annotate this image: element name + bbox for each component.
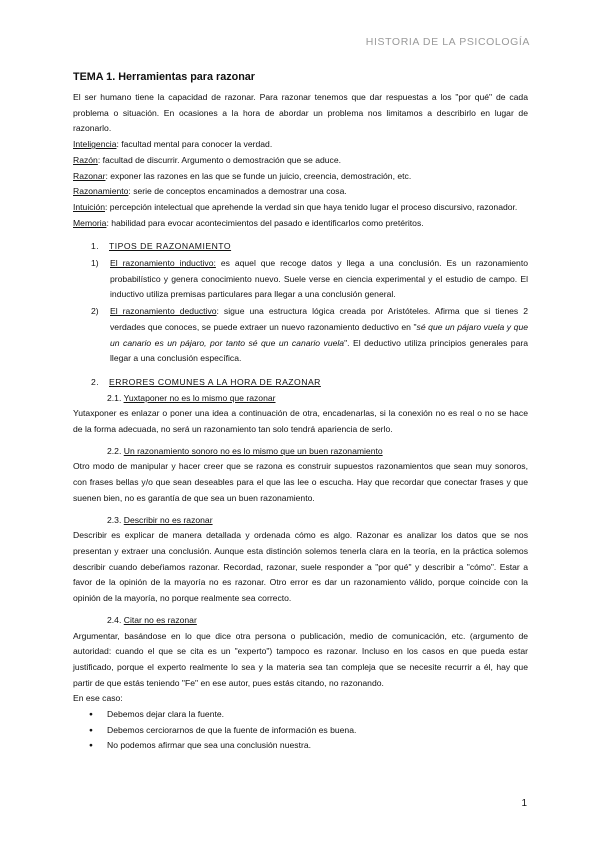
- definition-razonar: Razonar: exponer las razones en las que se funde un juicio, creencia, demostración, etc.: [73, 170, 412, 181]
- subsection-2-4-heading: 2.4. Citar no es razonar: [107, 614, 197, 625]
- list-item: ● No podemos afirmar que sea una conclusión nuestra.: [73, 738, 528, 754]
- section-1-heading: 1. TIPOS DE RAZONAMIENTO: [91, 241, 232, 252]
- list-item: ● Debemos cerciorarnos de que la fuente de información es buena.: [73, 723, 528, 739]
- definition-memoria: Memoria: habilidad para evocar acontecimientos del pasado e identificarlos como pretéritos.: [73, 217, 424, 228]
- page-number: 1: [521, 798, 527, 809]
- bullet-list: [73, 707, 528, 754]
- document-body: [73, 70, 528, 754]
- subsection-2-2-heading: 2.2. Un razonamiento sonoro no es lo mismo que un buen razonamiento: [107, 445, 383, 456]
- page-title: TEMA 1. Herramientas para razonar: [73, 71, 256, 83]
- subsection-2-4-text: Argumentar, basándose en lo que dice otra persona o publicación, medio de comunicación, etc. (argumento de autoridad: cuando el que se cita es un "experto") tampoco es razonar. Incluso en los casos en que pueda estar justificado, porque el experto realmente lo sea y la materia sea tan compleja que se necesite recurrir a él, hay que partir de que estás teniendo "Fe" en ese autor, pues estás citando, no razonando.: [73, 630, 528, 688]
- case-intro: En ese caso:: [73, 693, 123, 704]
- subsection-2-1-heading: 2.1. Yuxtaponer no es lo mismo que razonar: [107, 392, 276, 403]
- subsection-2-1-text: Yutaxponer es enlazar o poner una idea a continuación de otra, encadenarlas, si la conexión no es real o no se hace de la forma adecuada, no será un razonamiento tan solo tendrá apariencia de serlo.: [73, 408, 528, 435]
- list-item-inductivo: 1) El razonamiento inductivo: es aquel que recoge datos y llega a una conclusión. Es un razonamiento probabilístico y genera conocimiento nuevo. Suele verse en ciencia experimental y el estudio de campo. El inductivo utiliza premisas particulares para llegar a una conclusión general.: [91, 258, 528, 300]
- definition-inteligencia: Inteligencia: facultad mental para conocer la verdad.: [73, 139, 273, 150]
- definition-intuicion: Intuición: percepción intelectual que aprehende la verdad sin que haya tenido lugar el proceso discursivo, razonador.: [73, 201, 518, 212]
- definition-razon: Razón: facultad de discurrir. Argumento o demostración que se aduce.: [73, 154, 341, 165]
- list-item: ● Debemos dejar clara la fuente.: [73, 707, 528, 723]
- list-item-deductivo: 2) El razonamiento deductivo: sigue una estructura lógica creada por Aristóteles. Afirma que si tienes 2 verdades que conoces, se puede extraer un nuevo razonamiento deductivo en "sé que un pájaro vuela y que un canario es un pájaro, por tanto sé que un canario vuela". El deductivo utiliza principios generales para llegar a una conclusión específica.: [91, 306, 528, 364]
- section-2-heading: 2. ERRORES COMUNES A LA HORA DE RAZONAR: [91, 376, 321, 387]
- subsection-2-2-text: Otro modo de manipular y hacer creer que se razona es construir supuestos razonamientos que sean muy sonoros, con frases bellas y/o que sean deseables para el que las lee o escucha. Hay que recordar que conectar frases y que suenen bien, no es garantía de que sea un buen razonamiento.: [73, 461, 528, 503]
- running-header: HISTORIA DE LA PSICOLOGÍA: [365, 36, 530, 48]
- definition-razonamiento: Razonamiento: serie de conceptos encaminados a demostrar una cosa.: [73, 186, 347, 197]
- subsection-2-3-heading: 2.3. Describir no es razonar: [107, 514, 213, 525]
- intro-paragraph: El ser humano tiene la capacidad de razonar. Para razonar tenemos que dar respuestas a los "por qué" de cada problema o situación. En ocasiones a la hora de abordar un problema nos limitamos a describirlo en lugar de razonarlo.: [73, 92, 528, 134]
- subsection-2-3-text: Describir es explicar de manera detallada y ordenada cómo es algo. Razonar es analizar los datos que se nos presentan y extraer una conclusión. Aunque esta distinción solemos tenerla clara en la teoría, en la práctica solemos describir cuando debeŕiamos razonar. Recordad, razonar, suele responder a "por qué" y describir a "cómo". Estar a favor de la opinión de la mayoría no es razonar. Otro error es dar un razonamiento válido, porque coincide con la opinión de la mayoría, no porque realmente sea correcto.: [73, 530, 528, 604]
